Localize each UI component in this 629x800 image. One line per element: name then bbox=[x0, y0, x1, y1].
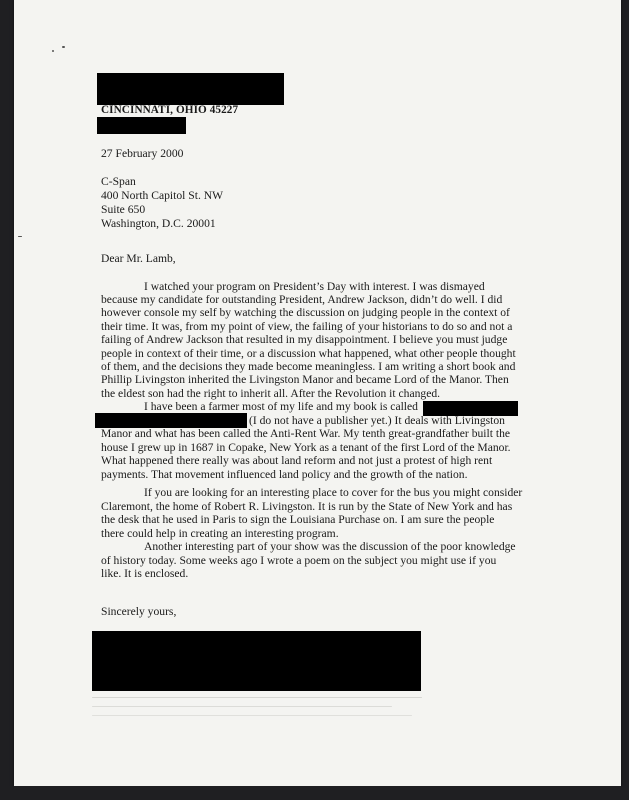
body-line: their time. It was, from my point of view, the failing of your historians to do so and not a bbox=[101, 320, 513, 333]
letter-date: 27 February 2000 bbox=[101, 147, 184, 160]
body-line: of history today. Some weeks ago I wrote a poem on the subject you might use if you bbox=[101, 554, 497, 567]
letterhead-city: CINCINNATI, OHIO 45227 bbox=[101, 104, 239, 116]
body-line: however console my self by watching the discussion on judging people in the context of bbox=[101, 306, 510, 319]
closing: Sincerely yours, bbox=[101, 605, 177, 618]
body-line: Claremont, the home of Robert R. Livingston. It is run by the State of New York and has bbox=[101, 500, 513, 513]
body-line: like. It is enclosed. bbox=[101, 567, 189, 580]
body-line: What happened there really was about land reform and not just a protest of high rent bbox=[101, 454, 493, 467]
salutation: Dear Mr. Lamb, bbox=[101, 252, 176, 265]
paper-speck bbox=[18, 236, 22, 237]
body-line: failing of Andrew Jackson that resulted in my disappointment. I believe you must judge bbox=[101, 333, 508, 346]
recipient-name: C-Span bbox=[101, 175, 136, 188]
bleed-stroke bbox=[92, 697, 422, 698]
scan-background bbox=[14, 786, 621, 800]
redaction-signature bbox=[92, 631, 421, 691]
redaction-book-title-2 bbox=[95, 413, 247, 428]
bleed-stroke bbox=[92, 706, 392, 707]
body-line: the desk that he used in Paris to sign the Louisiana Purchase on. I am sure the people bbox=[101, 513, 495, 526]
body-line: the eldest son had the right to inherit all. After the Revolution it changed. bbox=[101, 387, 441, 400]
body-line: If you are looking for an interesting place to cover for the bus you might consider bbox=[144, 486, 523, 499]
body-line: Phillip Livingston inherited the Livingston Manor and became Lord of the Manor. Then bbox=[101, 373, 509, 386]
recipient-street: 400 North Capitol St. NW bbox=[101, 189, 224, 202]
paper-speck bbox=[62, 46, 65, 48]
body-line: there could help in creating an interesting program. bbox=[101, 527, 339, 540]
body-line: people in context of their time, or a discussion what happened, what other people thought bbox=[101, 347, 516, 360]
redaction-sender-name bbox=[97, 73, 284, 105]
body-line: because my candidate for outstanding President, Andrew Jackson, didn’t do well. I did bbox=[101, 293, 503, 306]
body-line: I watched your program on President’s Day with interest. I was dismayed bbox=[144, 280, 485, 293]
body-line: house I grew up in 1687 in Copake, New York as a tenant of the first Lord of the Manor. bbox=[101, 441, 511, 454]
redaction-sender-phone bbox=[97, 117, 186, 134]
body-line: payments. That movement influenced land policy and the growth of the nation. bbox=[101, 468, 468, 481]
body-line: (I do not have a publisher yet.) It deals with Livingston bbox=[249, 414, 505, 427]
recipient-city: Washington, D.C. 20001 bbox=[101, 217, 216, 230]
body-line: of them, and the decisions they made become meaningless. I am writing a short book and bbox=[101, 360, 516, 373]
bleed-stroke bbox=[92, 715, 412, 716]
body-line: Another interesting part of your show was the discussion of the poor knowledge bbox=[144, 540, 516, 553]
recipient-suite: Suite 650 bbox=[101, 203, 146, 216]
body-line: I have been a farmer most of my life and my book is called bbox=[144, 400, 418, 413]
body-line: Manor and what has been called the Anti-Rent War. My tenth great-grandfather built the bbox=[101, 427, 511, 440]
paper-speck bbox=[52, 50, 54, 52]
